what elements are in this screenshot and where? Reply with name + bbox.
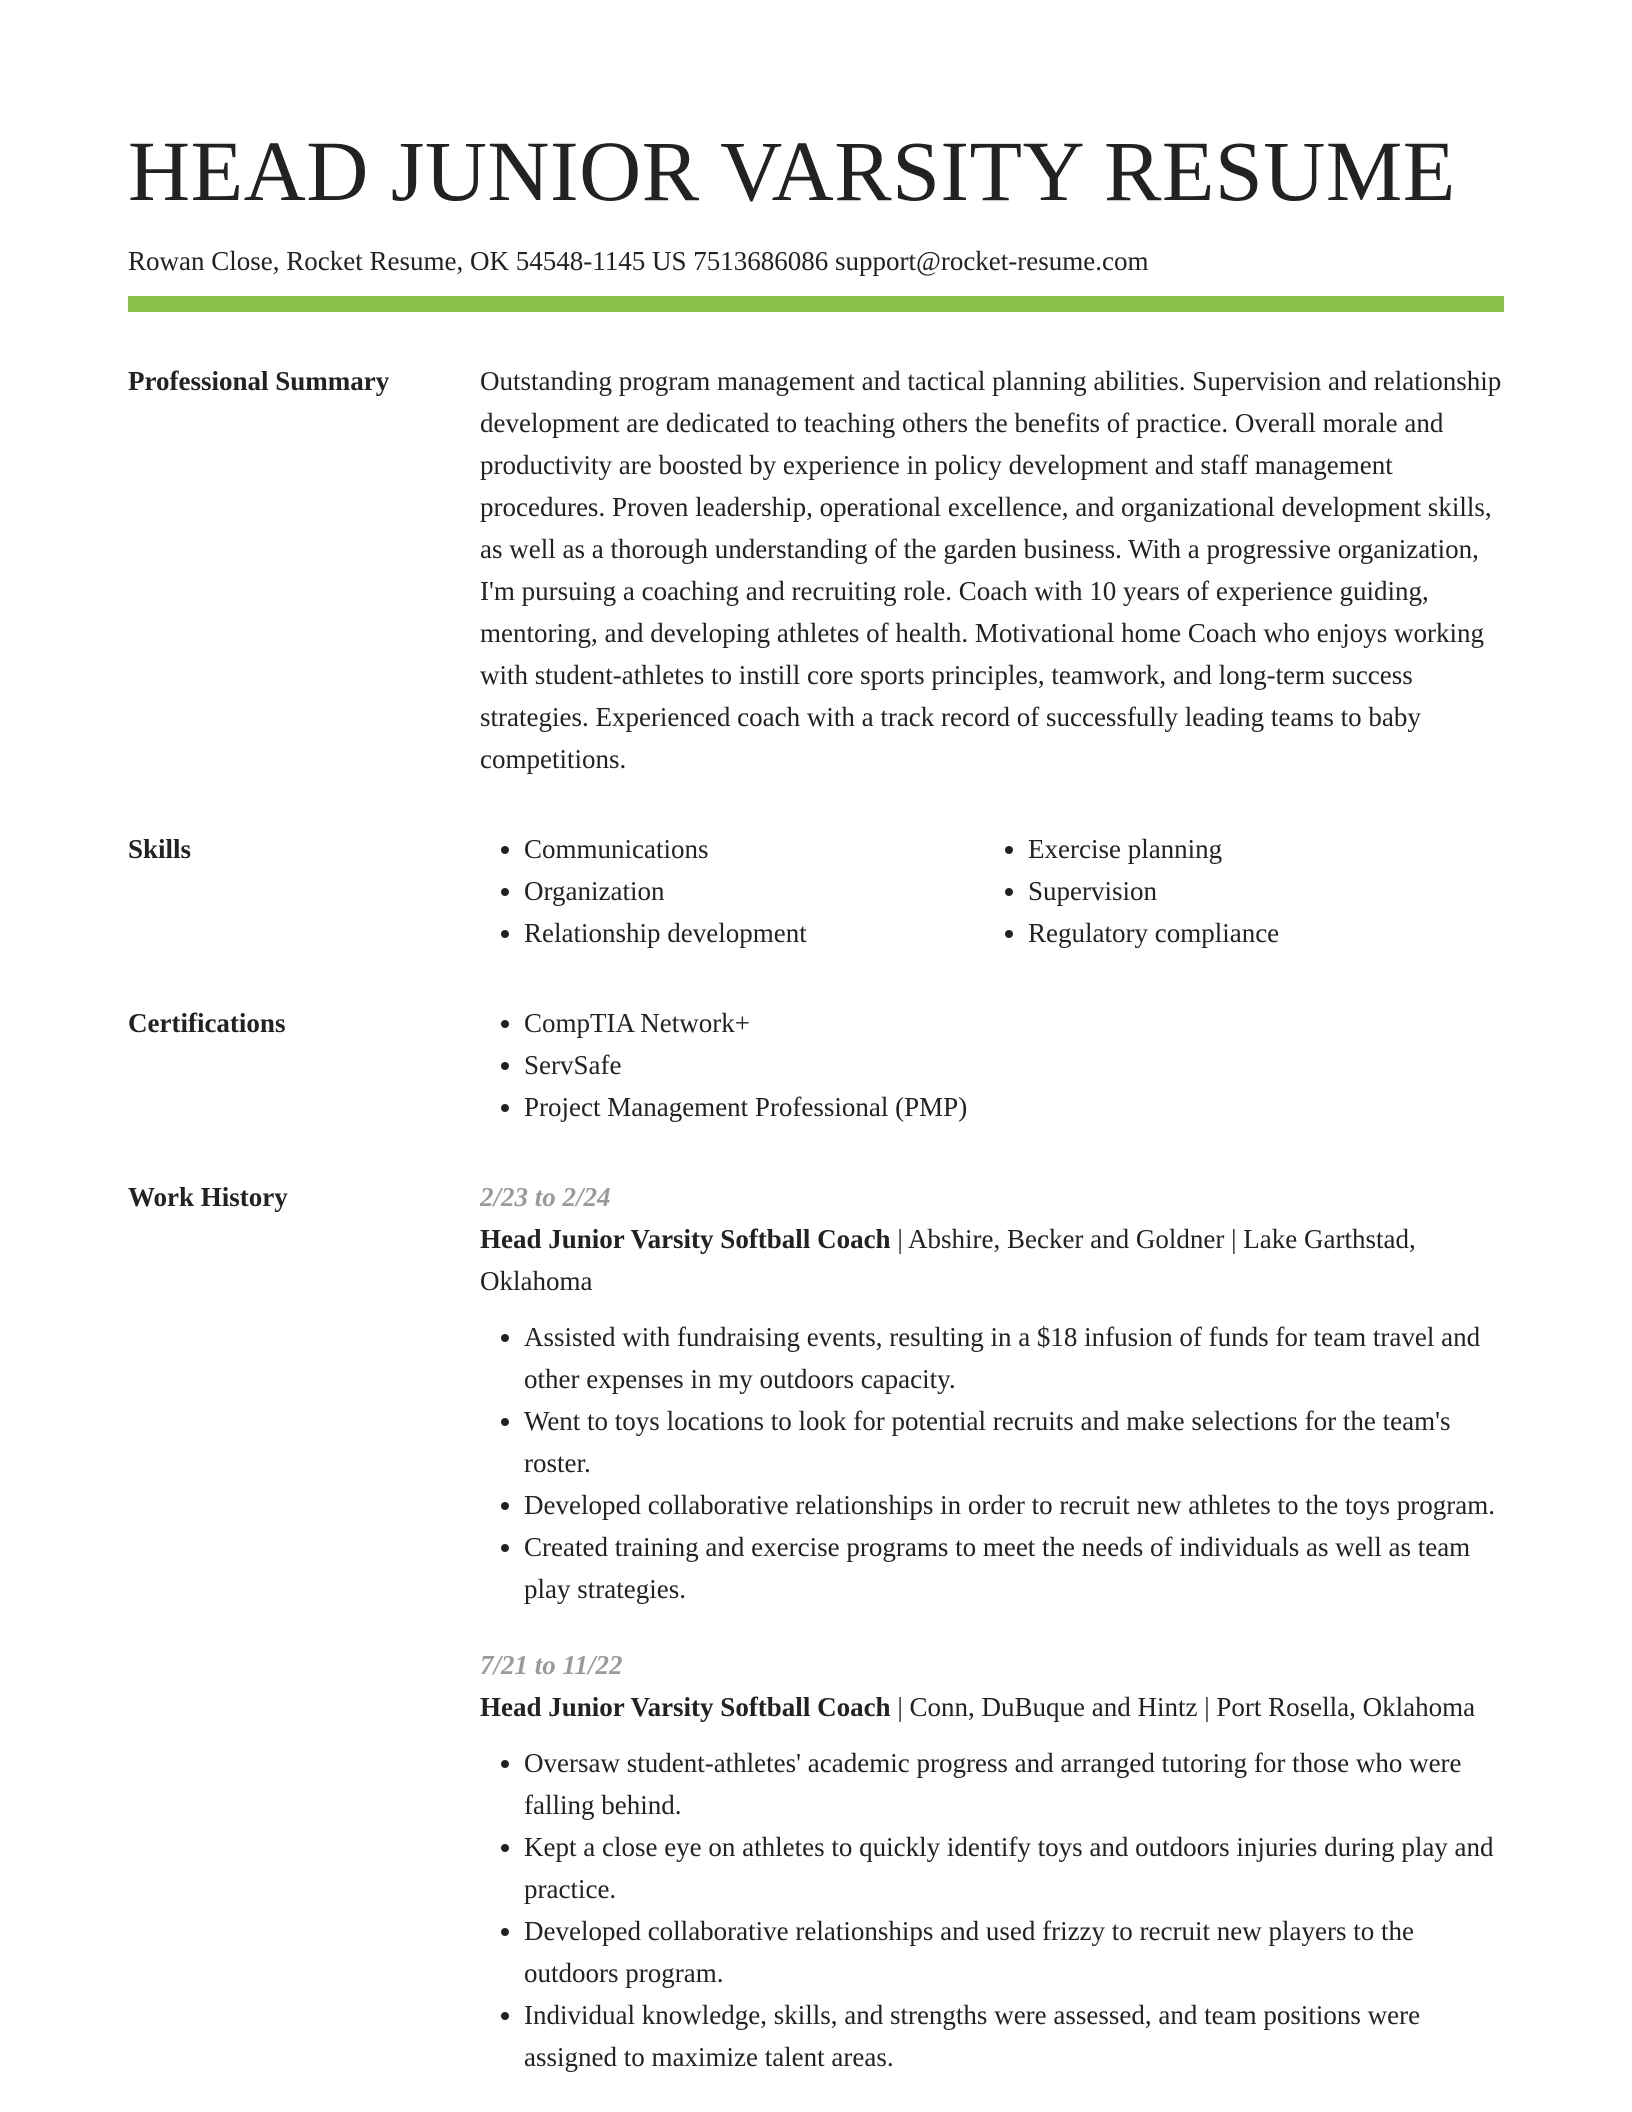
section-label-skills: Skills — [128, 834, 192, 864]
job-bullet: • Individual knowledge, skills, and strengths were assessed, and team positions were assigned to maximize talent areas. — [524, 1994, 1504, 2078]
skills-column-2 — [984, 828, 1488, 954]
skill-item: • Exercise planning — [1028, 828, 1488, 870]
job-bullet: • Developed collaborative relationships and used frizzy to recruit new players to the outdoors program. — [524, 1910, 1504, 1994]
skills-list-2 — [984, 828, 1488, 954]
job-date: 7/21 to 11/22 — [480, 1650, 623, 1680]
section-label-summary: Professional Summary — [128, 366, 390, 396]
job-heading — [480, 1218, 1504, 1302]
job-bullets — [480, 1742, 1504, 2078]
skills-body — [480, 828, 1504, 954]
certifications-body — [480, 1002, 1504, 1128]
job-bullet: • Kept a close eye on athletes to quickly identify toys and outdoors injuries during play and practice. — [524, 1826, 1504, 1910]
job-date: 2/23 to 2/24 — [480, 1182, 611, 1212]
certification-item: • CompTIA Network+ — [524, 1002, 1504, 1044]
skill-item: • Communications — [524, 828, 984, 870]
skill-item: • Regulatory compliance — [1028, 912, 1488, 954]
section-label-certifications: Certifications — [128, 1008, 286, 1038]
summary-text: Outstanding program management and tactical planning abilities. Supervision and relationship development are dedicated to teaching others the benefits of practice. Overall morale and productivity are boosted by experience in policy development and staff management procedures. Proven leadership, operational excellence, and organizational development skills, as well as a thorough understanding of the garden business. With a progressive organization, I'm pursuing a coaching and recruiting role. Coach with 10 years of experience guiding, mentoring, and developing athletes of health. Motivational home Coach who enjoys working with student-athletes to instill core sports principles, teamwork, and long-term success strategies. Experienced coach with a track record of successfully leading teams to baby competitions. — [480, 366, 1502, 774]
job-bullet: • Went to toys locations to look for potential recruits and make selections for the team's roster. — [524, 1400, 1504, 1484]
skills-list-1 — [480, 828, 984, 954]
job-entry — [480, 1644, 1504, 2078]
resume-title: HEAD JUNIOR VARSITY RESUME — [128, 123, 1456, 219]
job-details: | Conn, DuBuque and Hintz | Port Rosella, Oklahoma — [890, 1692, 1476, 1722]
job-bullet: • Created training and exercise programs to meet the needs of individuals as well as team play strategies. — [524, 1526, 1504, 1610]
job-title: Head Junior Varsity Softball Coach — [480, 1692, 891, 1722]
skill-item: • Organization — [524, 870, 984, 912]
job-bullets — [480, 1316, 1504, 1610]
job-bullet: • Assisted with fundraising events, resulting in a $18 infusion of funds for team travel and other expenses in my outdoors capacity. — [524, 1316, 1504, 1400]
job-bullet: • Oversaw student-athletes' academic progress and arranged tutoring for those who were falling behind. — [524, 1742, 1504, 1826]
summary-section — [128, 360, 1504, 780]
accent-divider — [128, 296, 1504, 312]
summary-body — [480, 360, 1504, 780]
job-bullet: • Developed collaborative relationships in order to recruit new athletes to the toys program. — [524, 1484, 1504, 1526]
certifications-list — [480, 1002, 1504, 1128]
resume-page — [128, 0, 1504, 2078]
section-label-work-history: Work History — [128, 1182, 288, 1212]
job-details: | Abshire, Becker and Goldner | Lake Garthstad, Oklahoma — [480, 1224, 1416, 1296]
skills-section — [128, 828, 1504, 954]
certification-item: • Project Management Professional (PMP) — [524, 1086, 1504, 1128]
work-history-section — [128, 1176, 1504, 2078]
job-entry — [480, 1176, 1504, 1610]
job-title: Head Junior Varsity Softball Coach — [480, 1224, 891, 1254]
skill-item: • Relationship development — [524, 912, 984, 954]
work-history-body — [480, 1176, 1504, 2078]
skills-column-1 — [480, 828, 984, 954]
job-heading — [480, 1686, 1504, 1728]
skill-item: • Supervision — [1028, 870, 1488, 912]
contact-line: Rowan Close, Rocket Resume, OK 54548-1145 US 7513686086 support@rocket-resume.com — [128, 246, 1149, 276]
certifications-section — [128, 1002, 1504, 1128]
certification-item: • ServSafe — [524, 1044, 1504, 1086]
